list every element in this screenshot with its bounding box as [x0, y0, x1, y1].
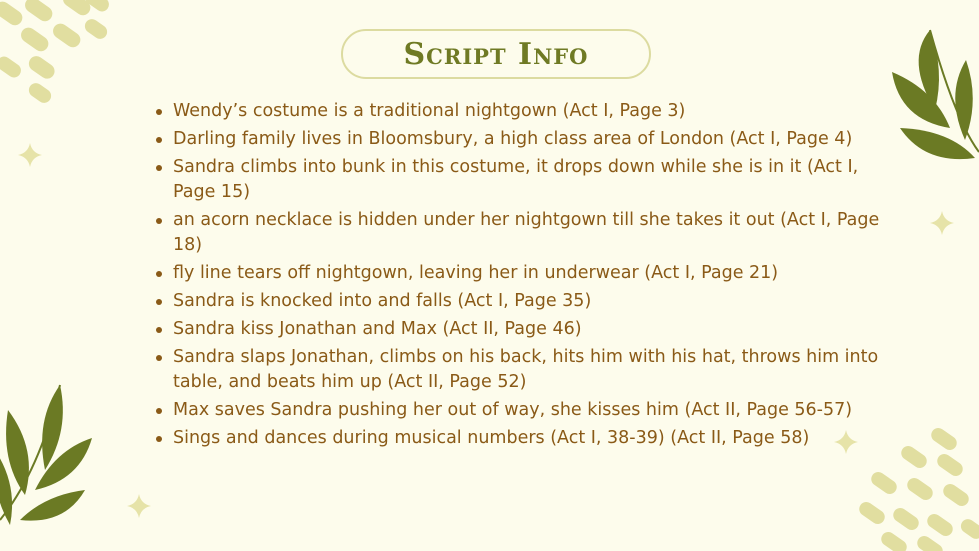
bullet-dot [156, 436, 162, 442]
bullet-dot [156, 109, 162, 115]
bullet-dot [156, 408, 162, 414]
list-item: Sandra climbs into bunk in this costume, it drops down while she is in it (Act I, Page 15) [152, 155, 892, 205]
list-item: Sandra slaps Jonathan, climbs on his back, hits him with his hat, throws him into table, and beats him up (Act II, Page 52) [152, 345, 892, 395]
title-pill [341, 29, 651, 79]
dot-pattern-icon [0, 0, 112, 106]
bullet-list [152, 99, 892, 454]
leaf-branch-icon [0, 385, 92, 525]
leaf-branch-icon [892, 30, 979, 159]
bullet-dot [156, 218, 162, 224]
list-item: Wendy’s costume is a traditional nightgown (Act I, Page 3) [152, 99, 892, 124]
bullet-dot [156, 355, 162, 361]
bullet-dot [156, 165, 162, 171]
list-item: an acorn necklace is hidden under her nightgown till she takes it out (Act I, Page 18) [152, 208, 892, 258]
list-item: Sings and dances during musical numbers (Act I, 38-39) (Act II, Page 58) [152, 426, 892, 451]
list-item: fly line tears off nightgown, leaving her in underwear (Act I, Page 21) [152, 261, 892, 286]
list-item: Darling family lives in Bloomsbury, a high class area of London (Act I, Page 4) [152, 127, 892, 152]
bullet-dot [156, 327, 162, 333]
list-item: Sandra kiss Jonathan and Max (Act II, Page 46) [152, 317, 892, 342]
list-item: Sandra is knocked into and falls (Act I, Page 35) [152, 289, 892, 314]
slide-title: Script Info [403, 36, 589, 72]
bullet-dot [156, 299, 162, 305]
bullet-dot [156, 271, 162, 277]
bullet-dot [156, 137, 162, 143]
list-item: Max saves Sandra pushing her out of way, she kisses him (Act II, Page 56-57) [152, 398, 892, 423]
